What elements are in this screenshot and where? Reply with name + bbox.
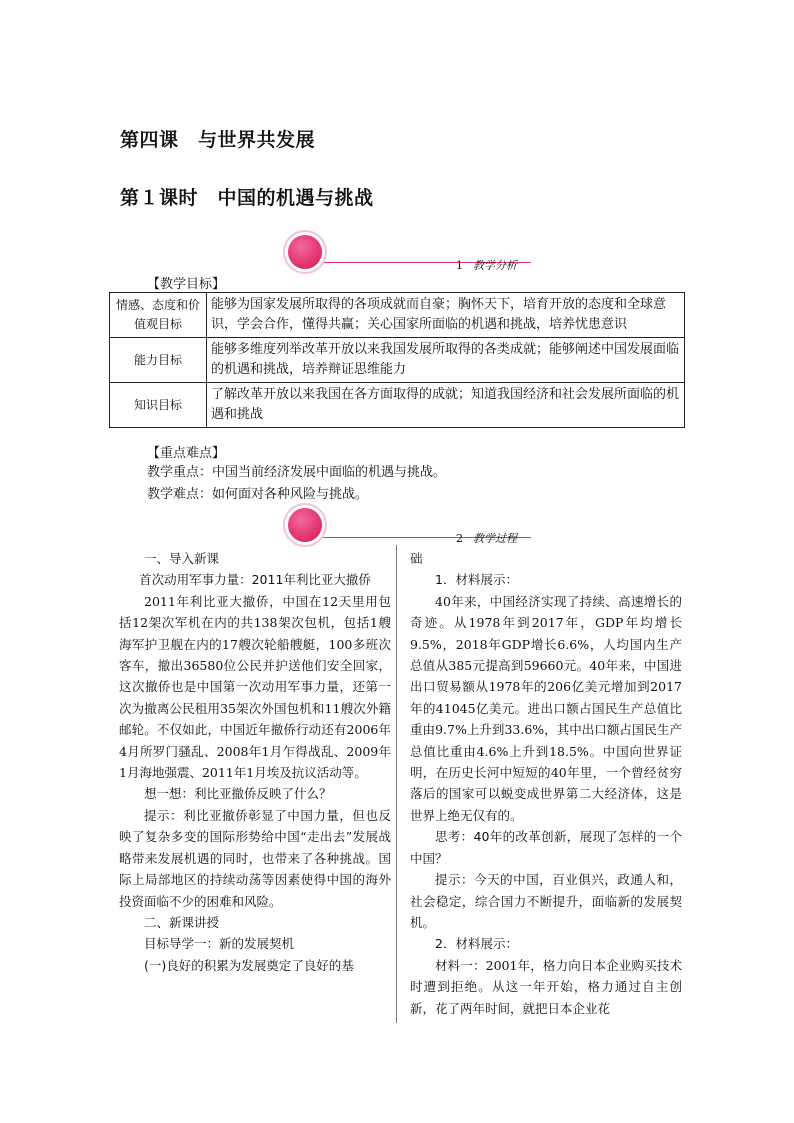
story-body: 2011年利比亚大撤侨，中国在12天里用包括12架次军机在内的共138架次包机，包括1艘海军护卫舰在内的17艘次轮船艘艇，100多班次客车，撤出36580位公民并护送他们安全回家，这次撤侨也是中国第一次动用军事力量，还第一次为撤离公民租用35架次外国包机和11艘次外籍邮轮。不仅如此，中国近年撤侨行动还有2006年4月所罗门骚乱、2008年1月乍得战乱、2009年1月海地强震、2011年1月埃及抗议活动等。 <box>119 593 391 781</box>
section-name: 教学过程 <box>473 532 517 545</box>
subheading-continued: 础 <box>410 551 423 566</box>
objective-key-text: 情感、态度和价值观目标 <box>115 298 200 331</box>
objective-value: 能够为国家发展所取得的各项成就而自豪；胸怀天下，培育开放的态度和全球意识，学会合作，懂得共赢；关心国家所面临的机遇和挑战，培养忧患意识 <box>207 293 685 338</box>
objectives-heading: 【教学目标】 <box>147 277 226 292</box>
objective-key: 能力目标 <box>110 338 207 383</box>
material-label: 2．材料展示： <box>435 936 518 952</box>
key-point: 教学重点：中国当前经济发展中面临的机遇与挑战。 <box>147 465 447 480</box>
period-title: 第１课时 中国的机遇与挑战 <box>120 187 374 209</box>
column-divider <box>396 545 397 1023</box>
table-row <box>110 293 685 338</box>
story-title: 首次动用军事力量：2011年利比亚大撤侨 <box>139 572 371 588</box>
hint: 提示：利比亚撤侨彰显了中国力量，但也反映了复杂多变的国际形势给中国“走出去”发展战略带来发展机遇的同时，也带来了各种挑战。国际上局部地区的持续动荡等因素使得中国的海外投资面临不少的困难和风险。 <box>119 807 391 909</box>
hint: 提示：今天的中国，百业俱兴，政通人和，社会稳定，综合国力不断提升，面临新的发展契机。 <box>410 872 682 930</box>
left-column <box>119 548 391 976</box>
section-circle-icon <box>288 508 322 542</box>
heading-intro: 一、导入新课 <box>144 551 220 566</box>
lesson-title: 第四课 与世界共发展 <box>120 129 316 151</box>
section-number: 2 <box>456 532 463 545</box>
table-row <box>110 383 685 428</box>
section-circle-icon <box>288 235 322 269</box>
objective-value: 能够多维度列举改革开放以来我国发展所取得的各类成就；能够阐述中国发展面临的机遇和挑战，培养辩证思维能力 <box>207 338 685 383</box>
objectives-table <box>109 292 685 428</box>
section-label-analysis <box>456 257 517 273</box>
heading-new-lesson: 二、新课讲授 <box>144 914 220 930</box>
subheading: (一)良好的积累为发展奠定了良好的基 <box>144 957 354 973</box>
objective-key <box>110 293 207 338</box>
section-name: 教学分析 <box>473 259 517 272</box>
material-body: 40年来，中国经济实现了持续、高速增长的奇迹。从1978年到2017年，GDP年均增长9.5%，2018年GDP增长6.6%，人均国内生产总值从385元提高到59660元。40年来，中国进出口贸易额从1978年的206亿美元增加到2017年的41045亿美元。进出口额占国民生产总值比重由9.7%上升到33.6%，其中出口额占国民生产总值比重由4.6%上升到18.5%。中国向世界证明，在历史长河中短短的40年里，一个曾经贫穷落后的国家可以蜕变成世界第二大经济体，这是世界上绝无仅有的。 <box>410 593 682 823</box>
question: 想一想：利比亚撤侨反映了什么？ <box>144 786 332 802</box>
material-label: 1．材料展示： <box>435 572 518 588</box>
question: 思考：40年的改革创新，展现了怎样的一个中国？ <box>410 829 682 866</box>
material-body: 材料一：2001年，格力向日本企业购买技术时遭到拒绝。从这一年开始，格力通过自主创新，花了两年时间，就把日本企业花 <box>410 957 682 1016</box>
table-row <box>110 338 685 383</box>
section-label-process <box>456 530 517 546</box>
key-points-heading: 【重点难点】 <box>147 446 226 461</box>
section-number: 1 <box>456 259 463 272</box>
right-column <box>410 548 682 1019</box>
objective-value: 了解改革开放以来我国在各方面取得的成就；知道我国经济和社会发展所面临的机遇和挑战 <box>207 383 685 428</box>
difficult-point: 教学难点：如何面对各种风险与挑战。 <box>147 487 369 502</box>
target-guide: 目标导学一：新的发展契机 <box>144 936 295 952</box>
objective-key: 知识目标 <box>110 383 207 428</box>
